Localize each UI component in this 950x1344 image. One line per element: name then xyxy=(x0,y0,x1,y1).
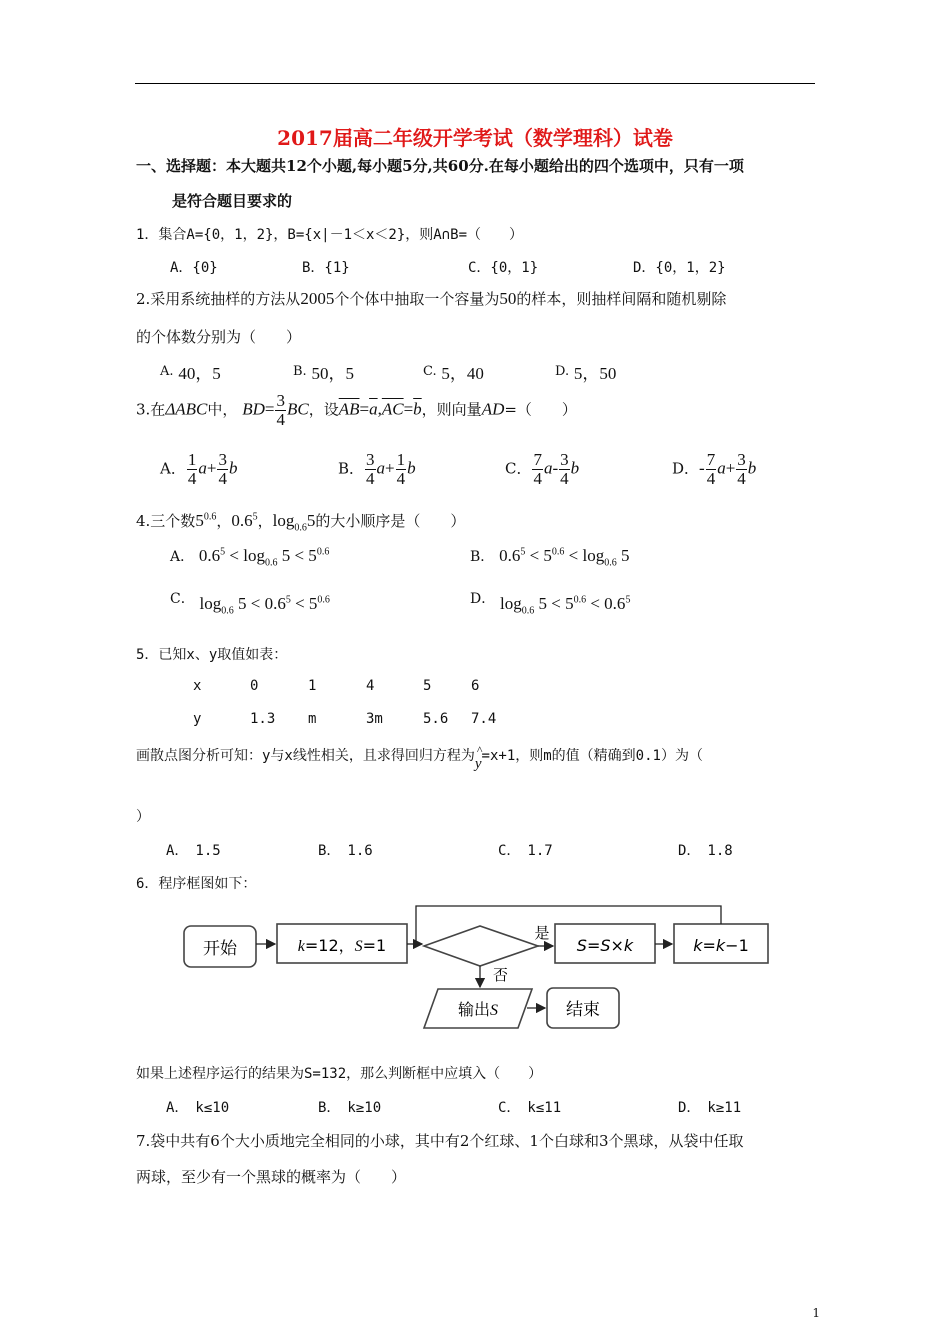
q5-option-b: B． 1.6 xyxy=(318,843,373,859)
q5-table-y-cell: m xyxy=(308,711,317,727)
page-number: 1 xyxy=(812,1306,820,1320)
flow-end-label: 结束 xyxy=(566,1000,600,1020)
q3-stem: 3.在ΔABC中， BD= $\frac{3}{4}$ BC，设$\overline{AB}=\overline{a},\overline{AC}=\overline{b}$，则向量AD=（ ） xyxy=(136,391,577,429)
section-heading: 一、选择题：本大题共12个小题,每小题5分,共60分.在每小题给出的四个选项中，只有一项 xyxy=(136,157,744,175)
q6-option-c: C． k≤11 xyxy=(498,1100,562,1116)
q1-stem: 1．集合A={0，1，2}，B={x|－1＜x＜2}，则A∩B=（ ） xyxy=(136,227,524,243)
q5-stem: 5．已知x、y取值如表： xyxy=(136,647,288,663)
q2-stem-cont: 的个体数分别为（ ） xyxy=(136,328,302,346)
q2-option-d: D. 5，50 xyxy=(555,364,617,383)
flow-yes-label: 是 xyxy=(534,924,550,942)
flow-init-label: k=12，S=1 xyxy=(297,936,387,955)
q4-option-c: C． $\log_{0.6} 5 < 0.6^5 < 5^{0.6}$ xyxy=(170,591,330,617)
q5-table-x-cell: 6 xyxy=(471,678,480,694)
q7-stem: 7.袋中共有6个大小质地完全相同的小球，其中有2个红球、1个白球和3个黑球，从袋中任取 xyxy=(136,1132,744,1150)
page-title: 2017届高二年级开学考试（数学理科）试卷 xyxy=(277,126,673,150)
q7-stem-cont: 两球，至少有一个黑球的概率为（ ） xyxy=(136,1168,407,1186)
q5-table-y-label: y xyxy=(193,711,202,727)
q5-option-c: C． 1.7 xyxy=(498,843,553,859)
q4-option-b: B． $0.6^5 < 5^{0.6} < \log_{0.6} 5$ xyxy=(470,546,630,569)
q1-option-c: C．{0，1} xyxy=(468,260,539,276)
flow-output-label: 输出S xyxy=(457,1000,499,1019)
flow-process-s-label: S=S×k xyxy=(576,936,634,955)
q5-close-paren: ） xyxy=(136,809,150,825)
q2-option-c: C. 5，40 xyxy=(423,364,484,383)
q6-option-a: A． k≤10 xyxy=(166,1100,230,1116)
q5-table-y-cell: 5.6 xyxy=(423,711,449,727)
q6-option-b: B． k≥10 xyxy=(318,1100,382,1116)
q6-question: 如果上述程序运行的结果为S=132，那么判断框中应填入（ ） xyxy=(136,1066,543,1082)
y-hat: ^ y xyxy=(474,743,483,772)
q3-fraction: $\frac{3}{4}$ xyxy=(276,391,285,429)
q5-table-x-cell: 4 xyxy=(366,678,375,694)
q1-option-d: D．{0，1，2} xyxy=(633,260,726,276)
flow-process-k-label: k=k−1 xyxy=(693,936,749,955)
section-heading-cont: 是符合题目要求的 xyxy=(172,192,293,210)
flow-no-label: 否 xyxy=(493,966,509,984)
q5-table-x-label: x xyxy=(193,678,202,694)
q5-description: 画散点图分析可知：y与x线性相关，且求得回归方程为 ^ y=x+1，则m的值（精确到0.1）为（ xyxy=(136,743,703,772)
q3-option-c: C． $\frac{7}{4}$ a- $\frac{3}{4}$ b xyxy=(505,450,580,488)
q4-stem: 4.三个数$5^{0.6}$，$0.6^5$，$\log_{0.6}5$的大小顺序是（ ） xyxy=(136,511,466,534)
flow-start-label: 开始 xyxy=(203,939,237,959)
q6-stem: 6．程序框图如下： xyxy=(136,876,257,892)
q2-stem: 2.采用系统抽样的方法从2005个个体中抽取一个容量为50的样本，则抽样间隔和随机剔除 xyxy=(136,289,727,308)
q5-table-y-cell: 7.4 xyxy=(471,711,497,727)
q1-option-a: A．{0} xyxy=(170,260,218,276)
q4-option-a: A． $0.6^5 < \log_{0.6} 5 < 5^{0.6}$ xyxy=(170,546,330,569)
q2-option-b: B. 50，5 xyxy=(293,364,354,383)
q4-option-d: D． $\log_{0.6} 5 < 5^{0.6} < 0.6^5$ xyxy=(470,591,631,617)
q5-table-y-cell: 3m xyxy=(366,711,383,727)
flow-decision xyxy=(424,926,538,966)
q3-option-a: A． $\frac{1}{4}$ a+ $\frac{3}{4}$ b xyxy=(160,450,238,488)
q3-option-d: D．- $\frac{7}{4}$ a+ $\frac{3}{4}$ b xyxy=(672,450,757,488)
q6-option-d: D． k≥11 xyxy=(678,1100,742,1116)
q2-option-a: A. 40，5 xyxy=(160,364,221,383)
q5-table-x-cell: 1 xyxy=(308,678,317,694)
q5-table-y-cell: 1.3 xyxy=(250,711,276,727)
q1-option-b: B．{1} xyxy=(302,260,350,276)
q3-option-b: B． $\frac{3}{4}$ a+ $\frac{1}{4}$ b xyxy=(338,450,416,488)
q5-table-x-cell: 0 xyxy=(250,678,259,694)
q5-option-d: D． 1.8 xyxy=(678,843,733,859)
q5-option-a: A． 1.5 xyxy=(166,843,221,859)
q5-table-x-cell: 5 xyxy=(423,678,432,694)
